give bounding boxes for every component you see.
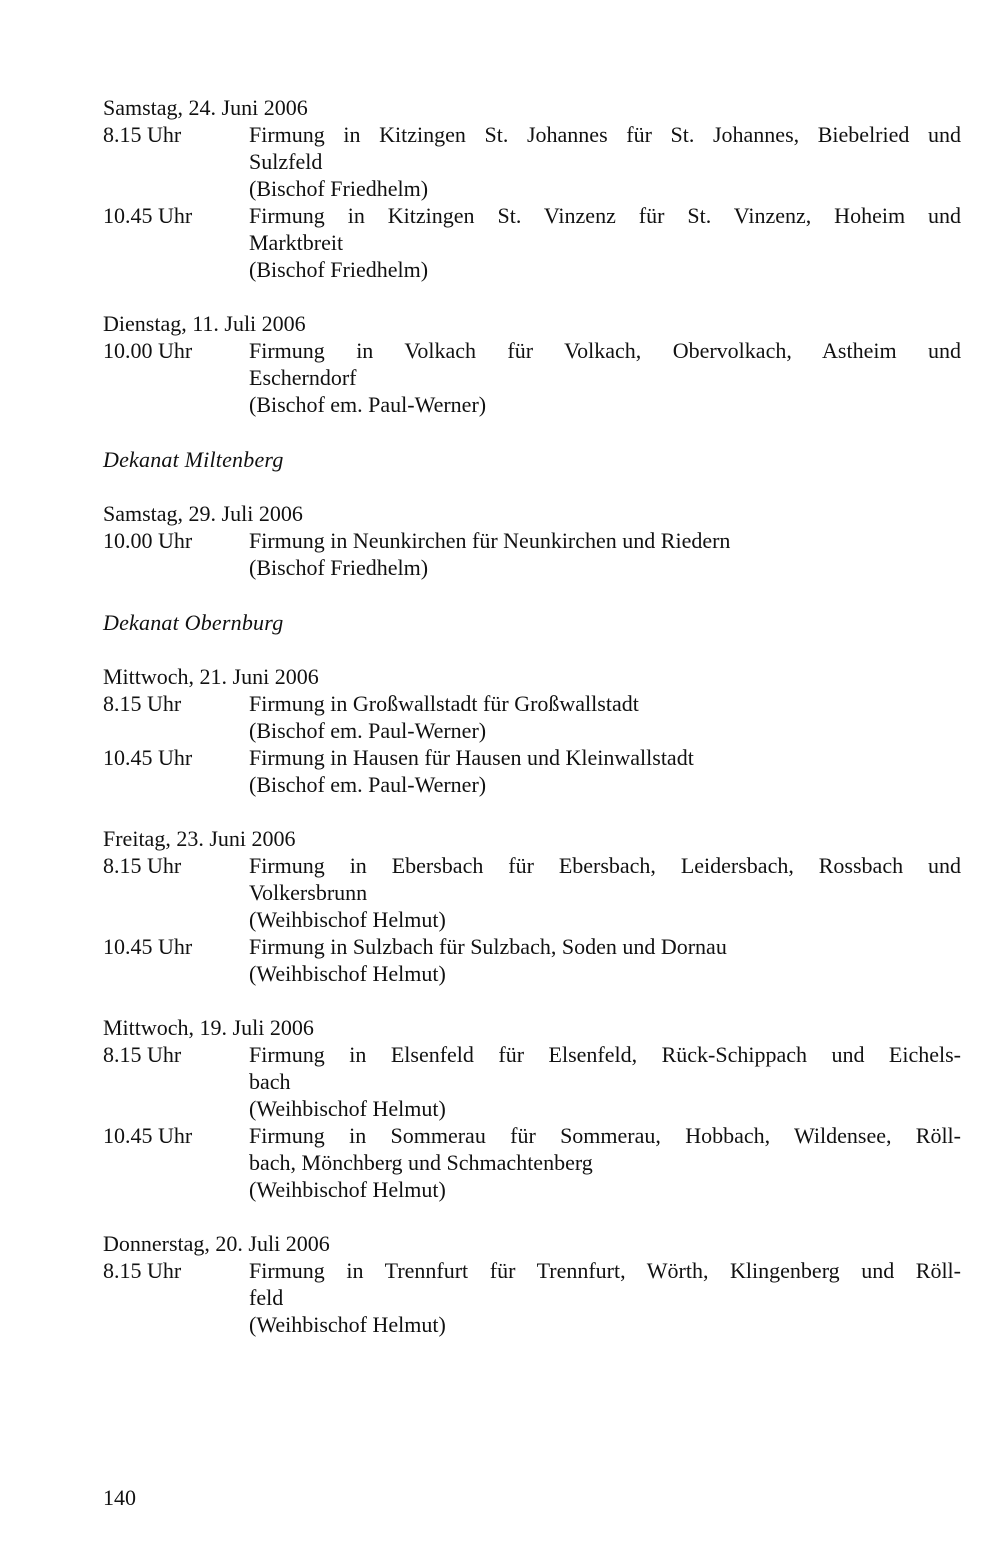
- entry-time: 10.00 Uhr: [103, 338, 193, 363]
- schedule-entry: [103, 690, 961, 744]
- entry-time: 10.45 Uhr: [103, 934, 193, 959]
- entry-line: Firmung in Trennfurt für Trennfurt, Wörth, Klingenberg und Röll-: [249, 1258, 961, 1283]
- entry-line: feld: [249, 1285, 284, 1310]
- entry-line: Escherndorf: [249, 365, 357, 390]
- page-number: 140: [103, 1485, 136, 1510]
- schedule-entry: [103, 1041, 961, 1122]
- entry-line: Firmung in Ebersbach für Ebersbach, Leidersbach, Rossbach und: [249, 853, 961, 878]
- date-heading: Samstag, 29. Juli 2006: [103, 501, 303, 526]
- entry-description: [249, 852, 961, 933]
- entry-time: 10.45 Uhr: [103, 1123, 193, 1148]
- date-block: [103, 1014, 961, 1203]
- section-heading: Dekanat Miltenberg: [103, 447, 284, 472]
- entry-line: (Weihbischof Helmut): [249, 1096, 446, 1121]
- entry-time: 10.45 Uhr: [103, 745, 193, 770]
- date-heading: Mittwoch, 19. Juli 2006: [103, 1015, 314, 1040]
- schedule-entry: [103, 527, 961, 581]
- entry-line: (Bischof Friedhelm): [249, 555, 429, 580]
- schedule-entry: [103, 744, 961, 798]
- schedule-entry: [103, 121, 961, 202]
- entry-line: Firmung in Kitzingen St. Vinzenz für St. Vinzenz, Hoheim und: [249, 203, 961, 228]
- date-block: [103, 94, 961, 283]
- schedule-entry: [103, 852, 961, 933]
- entry-line: (Bischof em. Paul-Werner): [249, 392, 487, 417]
- schedule-entry: [103, 1122, 961, 1203]
- entry-line: Volkersbrunn: [249, 880, 368, 905]
- entry-line: Sulzfeld: [249, 149, 323, 174]
- schedule-entry: [103, 1257, 961, 1338]
- date-heading: Freitag, 23. Juni 2006: [103, 826, 296, 851]
- entry-description: [249, 744, 961, 798]
- entry-description: [249, 933, 961, 987]
- entry-line: Firmung in Volkach für Volkach, Obervolkach, Astheim und: [249, 338, 961, 363]
- date-heading: Mittwoch, 21. Juni 2006: [103, 664, 319, 689]
- entry-line: Firmung in Sulzbach für Sulzbach, Soden und Dornau: [249, 934, 727, 959]
- schedule-list: [103, 94, 961, 1365]
- entry-time: 8.15 Uhr: [103, 1258, 182, 1283]
- entry-description: [249, 337, 961, 418]
- entry-line: Firmung in Hausen für Hausen und Kleinwallstadt: [249, 745, 694, 770]
- entry-description: [249, 690, 961, 744]
- entry-time: 8.15 Uhr: [103, 691, 182, 716]
- date-block: [103, 500, 961, 581]
- schedule-entry: [103, 933, 961, 987]
- entry-description: [249, 1257, 961, 1338]
- date-block: [103, 663, 961, 798]
- entry-time: 8.15 Uhr: [103, 853, 182, 878]
- entry-line: Firmung in Kitzingen St. Johannes für St. Johannes, Biebelried und: [249, 122, 961, 147]
- entry-line: Marktbreit: [249, 230, 344, 255]
- entry-description: [249, 1122, 961, 1203]
- entry-time: 10.00 Uhr: [103, 528, 193, 553]
- entry-line: Firmung in Elsenfeld für Elsenfeld, Rück-Schippach und Eichels-: [249, 1042, 961, 1067]
- schedule-entry: [103, 202, 961, 283]
- entry-line: bach, Mönchberg und Schmachtenberg: [249, 1150, 593, 1175]
- date-block: [103, 1230, 961, 1338]
- entry-line: (Bischof em. Paul-Werner): [249, 772, 487, 797]
- entry-line: Firmung in Sommerau für Sommerau, Hobbach, Wildensee, Röll-: [249, 1123, 961, 1148]
- date-heading: Donnerstag, 20. Juli 2006: [103, 1231, 330, 1256]
- entry-time: 10.45 Uhr: [103, 203, 193, 228]
- date-block: [103, 310, 961, 418]
- entry-line: (Weihbischof Helmut): [249, 907, 446, 932]
- entry-description: [249, 202, 961, 283]
- entry-description: [249, 121, 961, 202]
- entry-line: (Bischof Friedhelm): [249, 257, 429, 282]
- entry-line: Firmung in Großwallstadt für Großwallstadt: [249, 691, 639, 716]
- entry-line: (Weihbischof Helmut): [249, 961, 446, 986]
- entry-line: (Bischof em. Paul-Werner): [249, 718, 487, 743]
- entry-line: bach: [249, 1069, 291, 1094]
- entry-line: (Weihbischof Helmut): [249, 1177, 446, 1202]
- entry-line: (Bischof Friedhelm): [249, 176, 429, 201]
- date-heading: Samstag, 24. Juni 2006: [103, 95, 308, 120]
- date-block: [103, 825, 961, 987]
- schedule-entry: [103, 337, 961, 418]
- entry-line: Firmung in Neunkirchen für Neunkirchen und Riedern: [249, 528, 731, 553]
- section-heading: Dekanat Obernburg: [103, 610, 284, 635]
- entry-description: [249, 527, 961, 581]
- date-heading: Dienstag, 11. Juli 2006: [103, 311, 306, 336]
- entry-line: (Weihbischof Helmut): [249, 1312, 446, 1337]
- entry-time: 8.15 Uhr: [103, 122, 182, 147]
- entry-time: 8.15 Uhr: [103, 1042, 182, 1067]
- entry-description: [249, 1041, 961, 1122]
